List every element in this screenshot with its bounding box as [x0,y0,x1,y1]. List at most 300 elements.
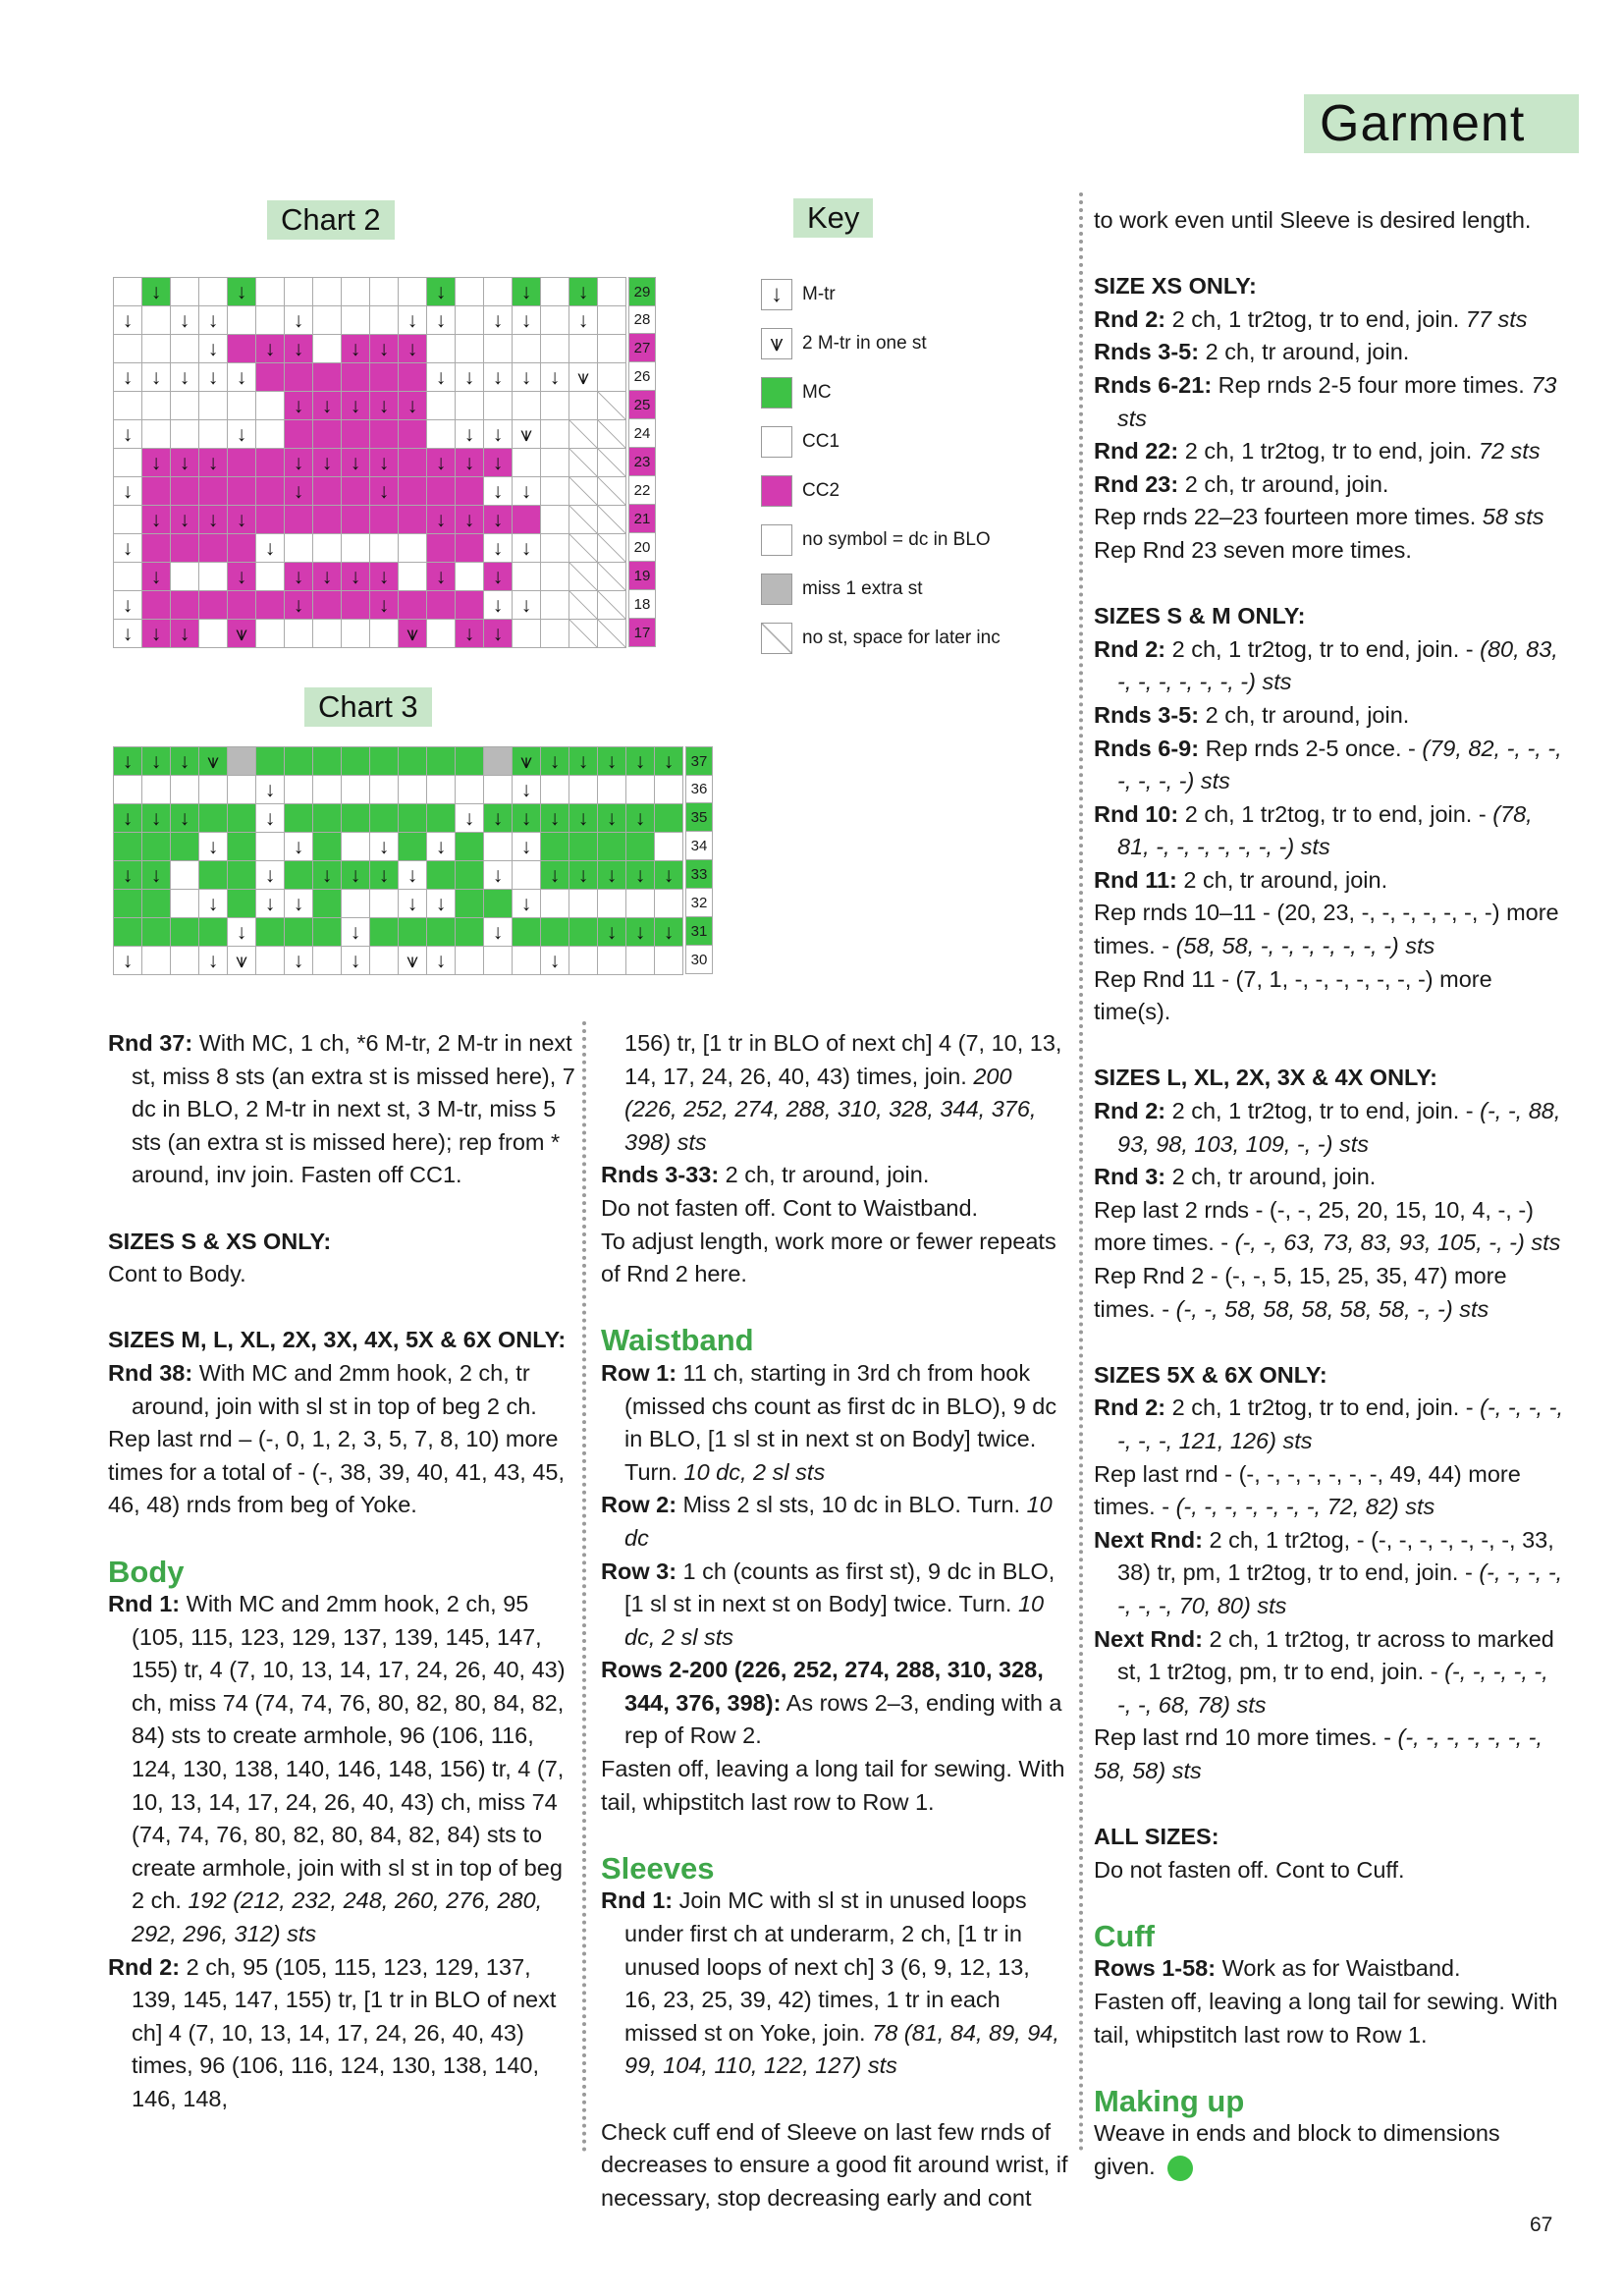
chart-cell [313,363,342,392]
chart-cell: ↓ [370,833,399,861]
chart-cell [541,563,569,591]
chart-cell [598,506,626,534]
chart-cell [285,747,313,776]
text-column-right: to work even until Sleeve is desired length. SIZE XS ONLY: Rnd 2: 2 ch, 1 tr2tog, tr to end, join. 77 sts Rnds 3-5: 2 ch, tr around, join. Rnds 6-21: Rep rnds 2-5 four more times. 73 sts Rnd 22: 2 ch, 1 tr2tog, tr to end, join. 72 sts Rnd 23: 2 ch, tr around, join. Rep rnds 22–23 fourteen more times. 58 sts Rep Rnd 23 seven more times. SIZES S & M ONLY: Rnd 2: 2 ch, 1 tr2tog, tr to end, join. - (80, 83, -, -, -, -, -, -, -) sts Rnds 3-5: 2 ch, tr around, join. Rnds 6-9: Rep rnds 2-5 once. - (79, 82, -, -, -, -, -, -, -) sts Rnd 10: 2 ch, 1 tr2tog, tr to end, join. - (78, 81, -, -, -, -, -, -, -) sts Rnd 11: 2 ch, tr around, join. Rep rnds 10–11 - (20, 23, -, -, -, -, -, -, -) more times. - (58, 58, -, -, -, -, -, -, -) sts Rep Rnd 11 - (7, 1, -, -, -, -, -, -, -) more time(s). SIZES L, XL, 2X, 3X & 4X ONLY: Rnd 2: 2 ch, 1 tr2tog, tr to end, join. - (-, -, 88, 93, 98, 103, 109, -, -) sts Rnd 3: 2 ch, tr around, join. Rep last 2 rnds - (-, -, 25, 20, 15, 10, 4, -, -) more times. - (-, -, 63, 73, 83, 93, 105, -, -) sts Rep Rnd 2 - (-, -, 5, 15, 25, 35, 47) more times. - (-, -, 58, 58, 58, 58, 58, -, -) sts SIZES 5X & 6X ONLY: Rnd 2: 2 ch, 1 tr2tog, tr to end, join. - (-, -, -, -, -, -, -, 121, 126) sts Rep last rnd - (-, -, -, -, -, -, -, 49, 44) more times. - (-, -, -, -, -, -, -, 72, 82) sts Next Rnd: 2 ch, 1 tr2tog, - (-, -, -, -, -, -, -, 33, 38) tr, pm, 1 tr2tog, tr to end, join. - (-, -, -, -, -, -, -, 70, 80) sts Next Rnd: 2 ch, 1 tr2tog, tr across to marked st, 1 tr2tog, pm, tr to end, join. - (-, -, -, -, -, -, -, 68, 78) sts Rep last rnd 10 more times. - (-, -, -, -, -, -, -, 58, 58) sts ALL SIZES: Do not fasten off. Cont to Cuff. Cuff Rows 1-58: Work as for Waistband. Fasten off, leaving a long tail for sewing. With tail, whipstitch last row to Row 1. Making up Weave in ends and block to dimensions given. [1094,207,1563,2180]
chart-cell [256,563,285,591]
chart-cell [541,278,569,306]
chart-cell [142,833,171,861]
chart-cell: ⩛ [228,620,256,648]
chart-cell [399,918,427,947]
chart-cell [427,335,456,363]
chart-cell [484,833,513,861]
chart-cell: ↓ [484,449,513,477]
chart-cell [342,804,370,833]
chart-cell [655,947,683,975]
chart-cell [171,918,199,947]
chart-cell [285,363,313,392]
chart-cell: ↓ [569,747,598,776]
chart-cell [171,591,199,620]
chart-cell: ↓ [285,563,313,591]
chart-cell: ↓ [342,335,370,363]
chart-cell: ↓ [626,861,655,890]
chart-cell: ↓ [370,563,399,591]
chart-cell: ↓ [256,804,285,833]
chart-cell [541,918,569,947]
chart-cell [256,392,285,420]
chart-cell: ↓ [114,861,142,890]
chart-cell [569,420,598,449]
chart-cell [228,306,256,335]
chart-cell: ↓ [285,833,313,861]
chart-cell [456,563,484,591]
chart-cell [541,449,569,477]
chart-cell: ↓ [427,833,456,861]
chart-cell [456,591,484,620]
chart-cell [142,335,171,363]
column-divider [1079,192,1083,2153]
text-column-left: Rnd 37: With MC, 1 ch, *6 M-tr, 2 M-tr in next st, miss 8 sts (an extra st is missed here), 7 dc in BLO, 2 M-tr in next st, 3 M-tr, miss 5 sts (an extra st is missed here); rep from * around, inv join. Fasten off CC1. SIZES S & XS ONLY: Cont to Body. SIZES M, L, XL, 2X, 3X, 4X, 5X & 6X ONLY: Rnd 38: With MC and 2mm hook, 2 ch, tr around, join with sl st in top of beg 2 ch. Rep last rnd – (-, 0, 1, 2, 3, 5, 7, 8, 10) more times for a total of - (-, 38, 39, 40, 41, 43, 45, 46, 48) rnds from beg of Yoke. Body Rnd 1: With MC and 2mm hook, 2 ch, 95 (105, 115, 123, 129, 137, 139, 145, 147, 155) tr, 4 (7, 10, 13, 14, 17, 24, 26, 40, 43) ch, miss 74 (74, 74, 76, 80, 82, 80, 84, 82, 84) sts to create armhole, 96 (106, 116, 124, 130, 138, 140, 146, 148, 156) tr, 4 (7, 10, 13, 14, 17, 24, 26, 40, 43) ch, miss 74 (74, 74, 76, 80, 82, 80, 84, 82, 84) sts to create armhole, join with sl st in top of beg 2 ch. 192 (212, 232, 248, 260, 276, 280, 292, 296, 312) sts Rnd 2: 2 ch, 95 (105, 115, 123, 129, 137, 139, 145, 147, 155) tr, [1 tr in BLO of next ch] 4 (7, 10, 13, 14, 17, 24, 26, 40, 43) times, 96 (106, 116, 124, 130, 138, 140, 146, 148, [108,1030,575,2111]
chart-cell [456,890,484,918]
chart-cell [399,591,427,620]
chart-cell: ↓ [456,420,484,449]
chart-cell [313,420,342,449]
chart-cell [342,363,370,392]
chart-cell [370,776,399,804]
chart-cell: ⩛ [199,747,228,776]
chart-cell [399,420,427,449]
chart-row-number: 33 [685,860,713,889]
chart-2-grid [113,277,626,648]
chart-cell: ↓ [569,861,598,890]
double-arrow-icon: ⩛ [761,328,792,359]
chart-cell: ↓ [370,392,399,420]
blank-swatch [761,524,792,556]
chart-cell: ↓ [313,861,342,890]
chart-cell [427,918,456,947]
chart-cell: ↓ [541,861,569,890]
chart-cell [484,747,513,776]
chart-cell [427,534,456,563]
chart-cell: ↓ [199,306,228,335]
chart-row-number: 36 [685,775,713,803]
chart-cell [342,534,370,563]
chart-cell: ↓ [569,804,598,833]
chart-cell [456,335,484,363]
chart-cell: ↓ [427,449,456,477]
chart-row-number: 31 [685,917,713,946]
chart-cell: ↓ [142,563,171,591]
chart-cell [171,833,199,861]
chart-cell [569,392,598,420]
chart-cell [541,890,569,918]
chart-cell [484,776,513,804]
chart-cell [114,392,142,420]
chart-cell [598,534,626,563]
chart-cell [370,420,399,449]
chart-cell [569,918,598,947]
chart-cell [313,620,342,648]
key-item-no-st: no st, space for later inc [761,623,1001,654]
chart-cell [626,947,655,975]
chart-cell: ↓ [541,363,569,392]
chart-cell [142,477,171,506]
chart-cell [171,563,199,591]
chart-cell: ↓ [484,591,513,620]
chart-cell: ↓ [228,506,256,534]
chart-cell [399,804,427,833]
chart-cell: ⩛ [569,363,598,392]
chart-cell [228,747,256,776]
chart-cell [370,534,399,563]
chart-cell [228,776,256,804]
chart-cell: ↓ [142,861,171,890]
chart-cell [569,449,598,477]
chart-cell [541,833,569,861]
chart-cell [484,947,513,975]
chart-cell [513,392,541,420]
page-number: 67 [1530,2214,1553,2236]
chart-cell: ↓ [513,534,541,563]
chart-cell [655,776,683,804]
chart-cell [285,918,313,947]
chart-cell: ↓ [513,776,541,804]
chart-cell: ↓ [256,890,285,918]
chart-cell: ↓ [399,306,427,335]
chart-cell [228,449,256,477]
chart-cell [114,278,142,306]
chart-cell: ↓ [313,449,342,477]
chart-cell: ↓ [541,747,569,776]
chart-cell [285,776,313,804]
chart-cell [228,534,256,563]
chart-cell [655,890,683,918]
chart-cell: ↓ [456,506,484,534]
chart-cell [114,335,142,363]
chart-cell [598,335,626,363]
chart-cell: ↓ [484,363,513,392]
chart-cell: ↓ [484,306,513,335]
chart-cell [456,861,484,890]
chart-cell [199,563,228,591]
chart-cell [427,477,456,506]
chart-cell: ↓ [569,278,598,306]
chart-cell [456,776,484,804]
chart-cell [142,947,171,975]
chart-cell [342,506,370,534]
chart-cell: ↓ [114,477,142,506]
chart-row-number: 24 [628,419,656,448]
chart-cell [569,947,598,975]
chart-row-number: 20 [628,533,656,562]
chart-cell [142,890,171,918]
chart-cell: ↓ [171,449,199,477]
chart-cell: ↓ [456,620,484,648]
chart-cell [541,420,569,449]
chart-cell [370,278,399,306]
chart-cell [114,776,142,804]
chart-cell [228,335,256,363]
chart-cell: ↓ [256,335,285,363]
chart-cell [456,947,484,975]
chart-cell: ↓ [228,918,256,947]
chart-cell [228,833,256,861]
chart-cell: ↓ [399,335,427,363]
cc2-swatch [761,475,792,507]
chart-cell [513,861,541,890]
chart-cell [370,620,399,648]
chart-cell [399,563,427,591]
chart-cell: ↓ [342,449,370,477]
chart-cell: ↓ [427,890,456,918]
chart-cell: ↓ [427,947,456,975]
chart-cell [256,477,285,506]
chart-cell [399,833,427,861]
chart-cell [484,890,513,918]
chart-cell [569,506,598,534]
chart-cell [313,776,342,804]
chart-cell [256,506,285,534]
chart-cell [569,563,598,591]
chart-cell [456,306,484,335]
chart-row-number: 18 [628,590,656,619]
key-item-miss: miss 1 extra st [761,574,922,605]
chart-cell [598,890,626,918]
chart-cell [171,890,199,918]
chart-cell: ↓ [456,363,484,392]
chart-cell: ↓ [313,392,342,420]
chart-cell [256,918,285,947]
chart-cell: ↓ [655,918,683,947]
chart-cell [171,420,199,449]
chart-cell: ↓ [285,947,313,975]
chart-cell [399,534,427,563]
chart-cell [313,747,342,776]
chart-cell [513,918,541,947]
chart-cell: ↓ [626,804,655,833]
chart-cell [598,306,626,335]
chart-cell [228,804,256,833]
chart-cell [513,947,541,975]
chart-cell [256,620,285,648]
chart-cell [626,776,655,804]
chart-cell: ↓ [484,534,513,563]
chart-cell [342,833,370,861]
chart-cell: ↓ [142,620,171,648]
chart-cell [598,392,626,420]
chart-cell: ↓ [427,506,456,534]
chart-cell: ↓ [199,363,228,392]
chart-cell: ↓ [114,747,142,776]
chart-row-number: 28 [628,305,656,334]
chart-cell: ↓ [626,747,655,776]
chart-row-number: 29 [628,277,656,306]
chart-cell: ↓ [342,861,370,890]
chart-cell: ↓ [484,563,513,591]
chart-cell [313,534,342,563]
chart-cell: ↓ [513,833,541,861]
chart-cell: ↓ [199,890,228,918]
chart-cell [313,335,342,363]
chart-cell: ↓ [484,918,513,947]
chart-cell [541,534,569,563]
chart-cell [313,591,342,620]
key-item-cc1: CC1 [761,426,839,458]
chart-cell [399,449,427,477]
chart-cell [513,620,541,648]
key-label: Key [793,198,873,238]
chart-cell [370,363,399,392]
chart-cell: ↓ [256,776,285,804]
chart-cell [456,392,484,420]
chart-cell [626,890,655,918]
chart-cell: ↓ [285,335,313,363]
chart-cell [142,306,171,335]
chart-cell: ↓ [456,804,484,833]
chart-cell [598,477,626,506]
chart-cell: ↓ [342,392,370,420]
chart-cell [427,620,456,648]
chart-cell [370,918,399,947]
chart-cell: ↓ [370,449,399,477]
chart-cell: ↓ [285,591,313,620]
chart-cell [427,861,456,890]
text-column-middle: 156) tr, [1 tr in BLO of next ch] 4 (7, 10, 13, 14, 17, 24, 26, 40, 43) times, join. 200 (226, 252, 274, 288, 310, 328, 344, 376, 398) sts Rnds 3-33: 2 ch, tr around, join. Do not fasten off. Cont to Waistband. To adjust length, work more or fewer repeats of Rnd 2 here. Waistband Row 1: 11 ch, starting in 3rd ch from hook (missed chs count as first dc in BLO), 9 dc in BLO, [1 sl st in next st on Body] twice. Turn. 10 dc, 2 sl sts Row 2: Miss 2 sl sts, 10 dc in BLO. Turn. 10 dc Row 3: 1 ch (counts as first st), 9 dc in BLO, [1 sl st in next st on Body] twice. Turn. 10 dc, 2 sl sts Rows 2-200 (226, 252, 274, 288, 310, 328, 344, 376, 398): As rows 2–3, ending with a rep of Row 2. Fasten off, leaving a long tail for sewing. With tail, whipstitch last row to Row 1. Sleeves Rnd 1: Join MC with sl st in unused loops under first ch at underarm, 2 ch, [1 tr in unused loops of next ch] 3 (6, 9, 12, 13, 16, 23, 25, 39, 42) times, 1 tr in each missed st on Yoke, join. 78 (81, 84, 89, 94, 99, 104, 110, 122, 127) sts Check cuff end of Sleeve on last few rnds of decreases to ensure a good fit around wrist, if necessary, stop decreasing early and cont [601,1030,1068,2211]
chart-cell [427,420,456,449]
chart-cell [342,306,370,335]
chart-cell [142,534,171,563]
chart-cell: ↓ [427,278,456,306]
chart-cell: ↓ [114,620,142,648]
chart-cell: ↓ [114,804,142,833]
chart-cell [285,804,313,833]
chart-cell [427,591,456,620]
chart-cell [256,449,285,477]
chart-cell [598,563,626,591]
chart-cell [541,620,569,648]
chart-cell [142,591,171,620]
chart-cell [513,506,541,534]
chart-cell [626,833,655,861]
chart-cell [313,306,342,335]
chart-cell [655,833,683,861]
chart-cell [256,833,285,861]
chart-cell: ↓ [313,563,342,591]
chart-cell: ↓ [228,420,256,449]
chart-cell [598,833,626,861]
chart-cell: ↓ [484,477,513,506]
chart-cell [228,392,256,420]
chart-cell: ↓ [228,278,256,306]
chart-cell: ↓ [513,278,541,306]
chart-cell [256,306,285,335]
chart-cell [256,420,285,449]
chart-cell [569,890,598,918]
mc-swatch [761,377,792,409]
chart-cell: ↓ [484,804,513,833]
chart-cell [370,947,399,975]
chart-cell: ↓ [199,833,228,861]
chart-cell [370,804,399,833]
chart-cell [256,278,285,306]
chart-cell [313,947,342,975]
chart-cell: ↓ [114,306,142,335]
chart-cell [313,833,342,861]
chart-cell: ↓ [598,747,626,776]
chart-cell [541,392,569,420]
chart-cell: ↓ [199,449,228,477]
chart-cell: ↓ [285,392,313,420]
chart-cell [342,278,370,306]
chart-cell [114,890,142,918]
chart-cell [456,477,484,506]
chart-row-number: 32 [685,889,713,917]
chart-cell [199,591,228,620]
chart-cell [313,278,342,306]
chart-row-number: 22 [628,476,656,505]
chart-cell: ↓ [142,449,171,477]
chart-row-number: 35 [685,803,713,832]
chart-cell: ↓ [114,534,142,563]
chart-cell: ↓ [598,861,626,890]
chart-cell [142,776,171,804]
chart-cell [399,506,427,534]
chart-row-number: 23 [628,448,656,476]
diagonal-swatch [761,623,792,654]
chart-cell [285,506,313,534]
chart-cell [285,620,313,648]
chart-cell [171,278,199,306]
cc1-swatch [761,426,792,458]
chart-cell [142,918,171,947]
chart-row-number: 21 [628,505,656,533]
chart-cell: ↓ [399,861,427,890]
chart-cell [228,591,256,620]
chart-cell [171,477,199,506]
chart-cell [256,947,285,975]
chart-cell [427,804,456,833]
chart-cell: ↓ [171,306,199,335]
chart-2-label: Chart 2 [267,200,395,240]
chart-cell: ↓ [655,861,683,890]
chart-cell: ↓ [171,747,199,776]
chart-cell: ↓ [171,804,199,833]
chart-cell [256,363,285,392]
chart-cell [313,918,342,947]
chart-cell [399,477,427,506]
chart-cell [541,335,569,363]
chart-cell [285,420,313,449]
chart-cell [171,335,199,363]
chart-cell [541,306,569,335]
chart-cell [456,278,484,306]
chart-cell [199,278,228,306]
chart-cell: ↓ [370,861,399,890]
chart-cell [569,833,598,861]
chart-cell: ↓ [142,747,171,776]
chart-cell: ↓ [370,591,399,620]
chart-cell [399,747,427,776]
chart-cell: ↓ [342,947,370,975]
chart-cell [484,278,513,306]
chart-cell [142,392,171,420]
chart-cell [313,477,342,506]
chart-cell: ↓ [626,918,655,947]
chart-cell: ↓ [513,890,541,918]
chart-cell: ↓ [256,534,285,563]
chart-cell [541,776,569,804]
chart-cell: ↓ [655,747,683,776]
chart-cell [456,534,484,563]
